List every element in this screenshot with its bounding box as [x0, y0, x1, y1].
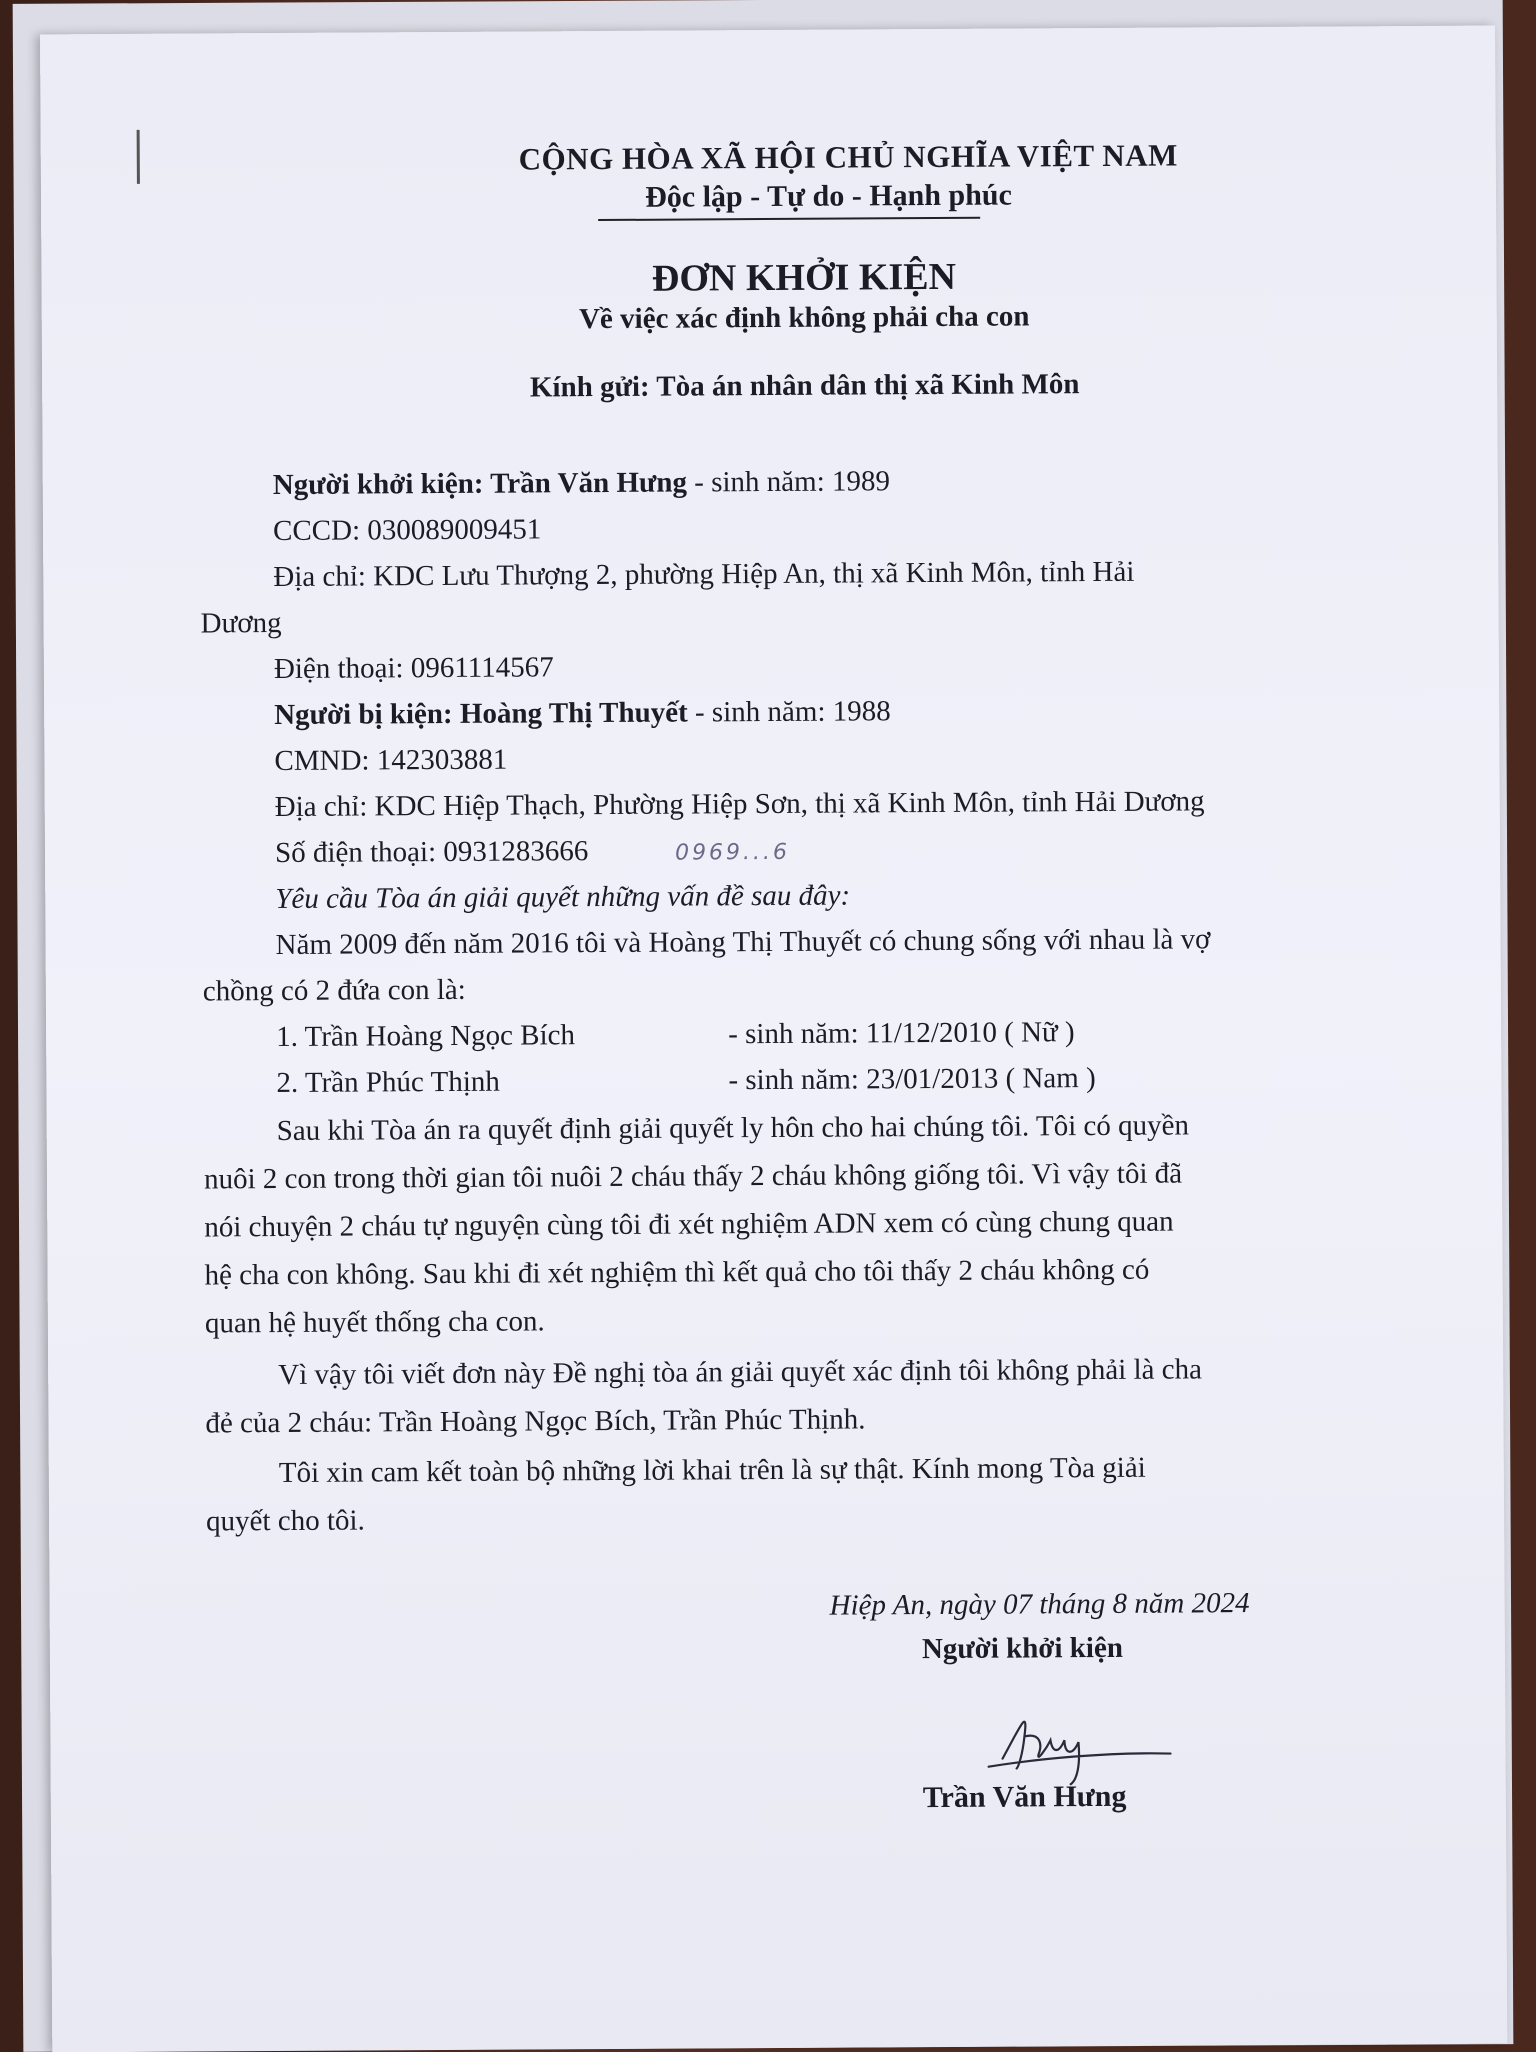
signer-name: Trần Văn Hưng	[922, 1779, 1127, 1815]
plaintiff-line	[273, 465, 890, 502]
plaintiff-address-line2: Dương	[200, 606, 282, 640]
handwritten-phone-note: 0969...6	[674, 839, 791, 866]
paragraph-4-line-1: Tôi xin cam kết toàn bộ những lời khai trên là sự thật. Kính mong Tòa giải	[278, 1451, 1146, 1490]
signer-role: Người khởi kiện	[921, 1631, 1124, 1666]
document-title: ĐƠN KHỞI KIỆN	[651, 255, 957, 300]
motto-underline	[598, 217, 980, 221]
plaintiff-label: Người khởi kiện: Trần Văn Hưng	[272, 466, 688, 502]
paragraph-3-line-2: đẻ của 2 cháu: Trần Hoàng Ngọc Bích, Trần Phúc Thịnh.	[205, 1403, 866, 1440]
paragraph-2-line-4: hệ cha con không. Sau khi đi xét nghiệm thì kết quả cho tôi thấy 2 cháu không có	[204, 1253, 1150, 1292]
national-header: CỘNG HÒA XÃ HỘI CHỦ NGHĨA VIỆT NAM	[518, 137, 1178, 177]
document-subtitle: Về việc xác định không phải cha con	[578, 300, 1030, 336]
paragraph-1-line-1: Năm 2009 đến năm 2016 tôi và Hoàng Thị Thuyết có chung sống với nhau là vợ	[275, 923, 1211, 962]
child-2-name: 2. Trần Phúc Thịnh	[276, 1065, 500, 1100]
child-1-birth: - sinh năm: 11/12/2010 ( Nữ )	[728, 1016, 1075, 1051]
defendant-line	[274, 695, 891, 732]
plaintiff-address-line1: Địa chỉ: KDC Lưu Thượng 2, phường Hiệp An, thị xã Kinh Môn, tỉnh Hải	[273, 555, 1135, 594]
defendant-address: Địa chỉ: KDC Hiệp Thạch, Phường Hiệp Sơn, thị xã Kinh Môn, tỉnh Hải Dương	[274, 785, 1205, 824]
defendant-id: CMND: 142303881	[274, 743, 508, 778]
paragraph-2-line-2: nuôi 2 con trong thời gian tôi nuôi 2 cháu thấy 2 cháu không giống tôi. Vì vậy tôi đã	[203, 1157, 1183, 1196]
handwritten-signature	[980, 1696, 1181, 1787]
plaintiff-id: CCCD: 030089009451	[272, 513, 542, 548]
document-page	[40, 26, 1507, 2052]
national-motto: Độc lập - Tự do - Hạnh phúc	[645, 178, 1012, 214]
addressee: Kính gửi: Tòa án nhân dân thị xã Kinh Môn	[529, 368, 1080, 404]
defendant-phone: Số điện thoại: 0931283666	[274, 835, 589, 870]
child-2-birth: - sinh năm: 23/01/2013 ( Nam )	[728, 1062, 1096, 1097]
defendant-birth: - sinh năm: 1988	[687, 695, 891, 729]
paragraph-4-line-2: quyết cho tôi.	[206, 1504, 365, 1538]
paragraph-1-line-2: chồng có 2 đứa con là:	[202, 973, 466, 1008]
plaintiff-birth: - sinh năm: 1989	[686, 465, 891, 499]
request-heading: Yêu cầu Tòa án giải quyết những vấn đề sau đây:	[275, 879, 851, 916]
paragraph-2-line-3: nói chuyện 2 cháu tự nguyện cùng tôi đi xét nghiệm ADN xem có cùng chung quan	[204, 1205, 1174, 1244]
paragraph-3-line-1: Vì vậy tôi viết đơn này Đề nghị tòa án giải quyết xác định tôi không phải là cha	[278, 1353, 1203, 1392]
child-1-name: 1. Trần Hoàng Ngọc Bích	[276, 1019, 576, 1054]
paragraph-2-line-1: Sau khi Tòa án ra quyết định giải quyết ly hôn cho hai chúng tôi. Tôi có quyền	[276, 1109, 1190, 1148]
defendant-label: Người bị kiện: Hoàng Thị Thuyết	[274, 696, 688, 732]
place-and-date: Hiệp An, ngày 07 tháng 8 năm 2024	[829, 1587, 1250, 1622]
plaintiff-phone: Điện thoại: 0961114567	[273, 651, 554, 686]
paragraph-2-line-5: quan hệ huyết thống cha con.	[204, 1305, 545, 1340]
